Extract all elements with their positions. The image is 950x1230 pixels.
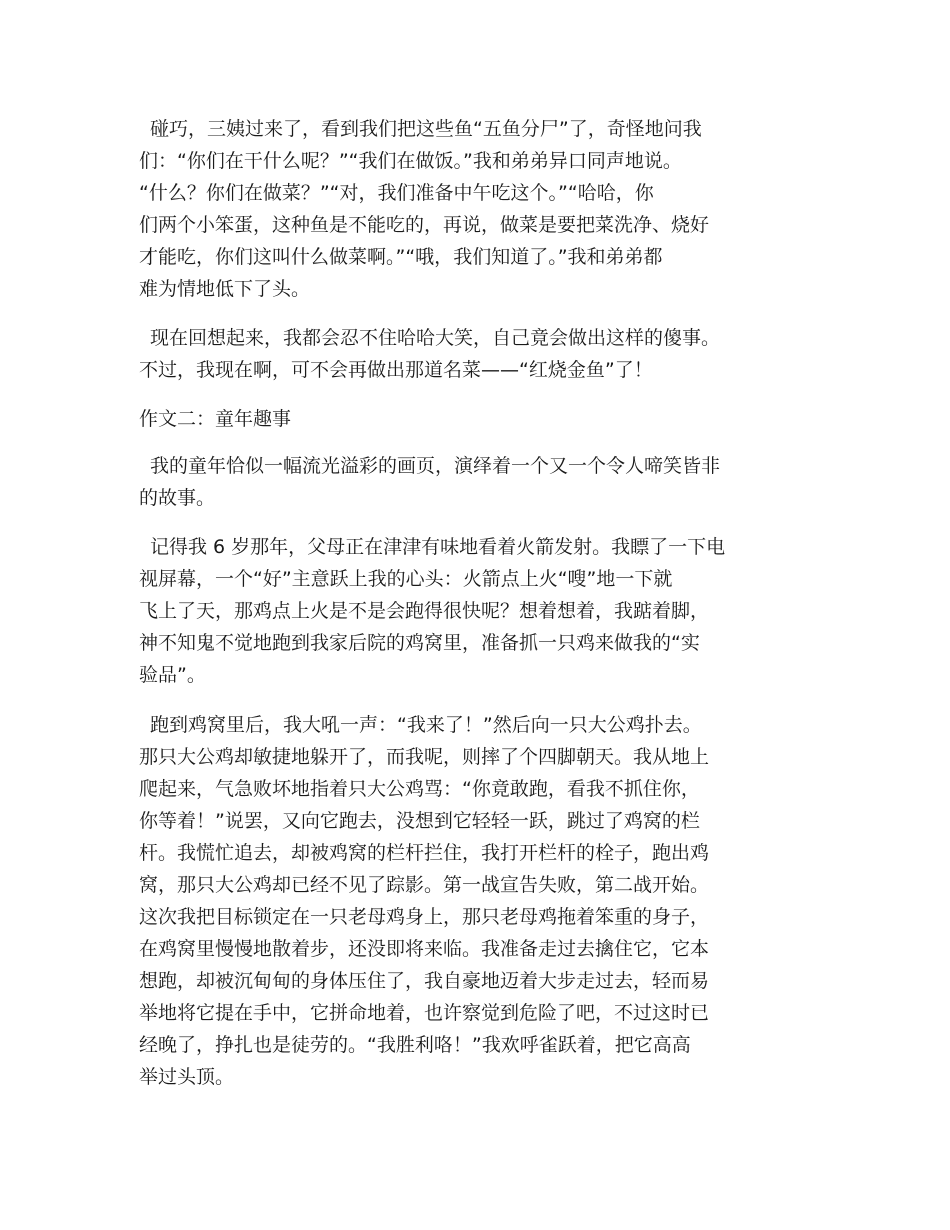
text-line: 飞上了天，那鸡点上火是不是会跑得很快呢？想着想着，我踮着脚，: [139, 600, 710, 622]
text-line: 碰巧，三姨过来了，看到我们把这些鱼“五鱼分尸”了，奇怪地问我: [150, 118, 702, 140]
text-line: 杆。我慌忙追去，却被鸡窝的栏杆拦住，我打开栏杆的栓子，跑出鸡: [139, 842, 710, 864]
text-line: 不过，我现在啊，可不会再做出那道名菜——“红烧金鱼”了！: [139, 359, 653, 381]
text-line: 这次我把目标锁定在一只老母鸡身上，那只老母鸡拖着笨重的身子，: [139, 906, 710, 928]
heading-text: 作文二：童年趣事: [139, 408, 292, 430]
text-line: 们：“你们在干什么呢？”“我们在做饭。”我和弟弟异口同声地说。: [139, 150, 682, 172]
text-line: 记得我 6 岁那年，父母正在津津有味地看着火箭发射。我瞟了一下电: [150, 536, 726, 558]
text-line: 视屏幕，一个“好”主意跃上我的心头：火箭点上火“嗖”地一下就: [139, 568, 673, 590]
text-line: 那只大公鸡却敏捷地躲开了，而我呢，则摔了个四脚朝天。我从地上: [139, 746, 710, 768]
text-line: 才能吃，你们这叫什么做菜啊。”“哦，我们知道了。”我和弟弟都: [139, 246, 663, 268]
section-heading: [139, 403, 779, 435]
text-line: 经晚了，挣扎也是徒劳的。“我胜利咯！”我欢呼雀跃着，把它高高: [139, 1034, 691, 1056]
text-line: 爬起来，气急败坏地指着只大公鸡骂：“你竟敢跑，看我不抓住你，: [139, 778, 700, 800]
text-line: 的故事。: [139, 487, 216, 509]
text-line: 想跑，却被沉甸甸的身体压住了，我自豪地迈着大步走过去，轻而易: [139, 970, 710, 992]
paragraph-2: [139, 322, 779, 386]
text-line: 举过头顶。: [139, 1066, 235, 1088]
text-line: “什么？你们在做菜？”“对，我们准备中午吃这个。”“哈哈，你: [139, 182, 654, 204]
paragraph-5: [139, 709, 779, 1093]
text-line: 举地将它提在手中，它拼命地着，也许察觉到危险了吧，不过这时已: [139, 1002, 710, 1024]
text-line: 我的童年恰似一幅流光溢彩的画页，演绎着一个又一个令人啼笑皆非: [150, 455, 721, 477]
paragraph-3: [139, 450, 779, 514]
text-line: 窝，那只大公鸡却已经不见了踪影。第一战宣告失败，第二战开始。: [139, 874, 710, 896]
text-line: 神不知鬼不觉地跑到我家后院的鸡窝里，准备抓一只鸡来做我的“实: [139, 632, 700, 654]
text-line: 你等着！”说罢，又向它跑去，没想到它轻轻一跃，跳过了鸡窝的栏: [139, 810, 700, 832]
text-line: 在鸡窝里慢慢地散着步，还没即将来临。我准备走过去擒住它，它本: [139, 938, 710, 960]
text-line: 们两个小笨蛋，这种鱼是不能吃的，再说，做菜是要把菜洗净、烧好: [139, 214, 710, 236]
text-line: 现在回想起来，我都会忍不住哈哈大笑，自己竟会做出这样的傻事。: [150, 327, 721, 349]
text-line: 验品”。: [139, 664, 206, 686]
text-line: 跑到鸡窝里后，我大吼一声：“我来了！”然后向一只大公鸡扑去。: [150, 714, 702, 736]
text-line: 难为情地低下了头。: [139, 278, 311, 300]
paragraph-1: [139, 113, 779, 305]
paragraph-4: [139, 531, 779, 691]
